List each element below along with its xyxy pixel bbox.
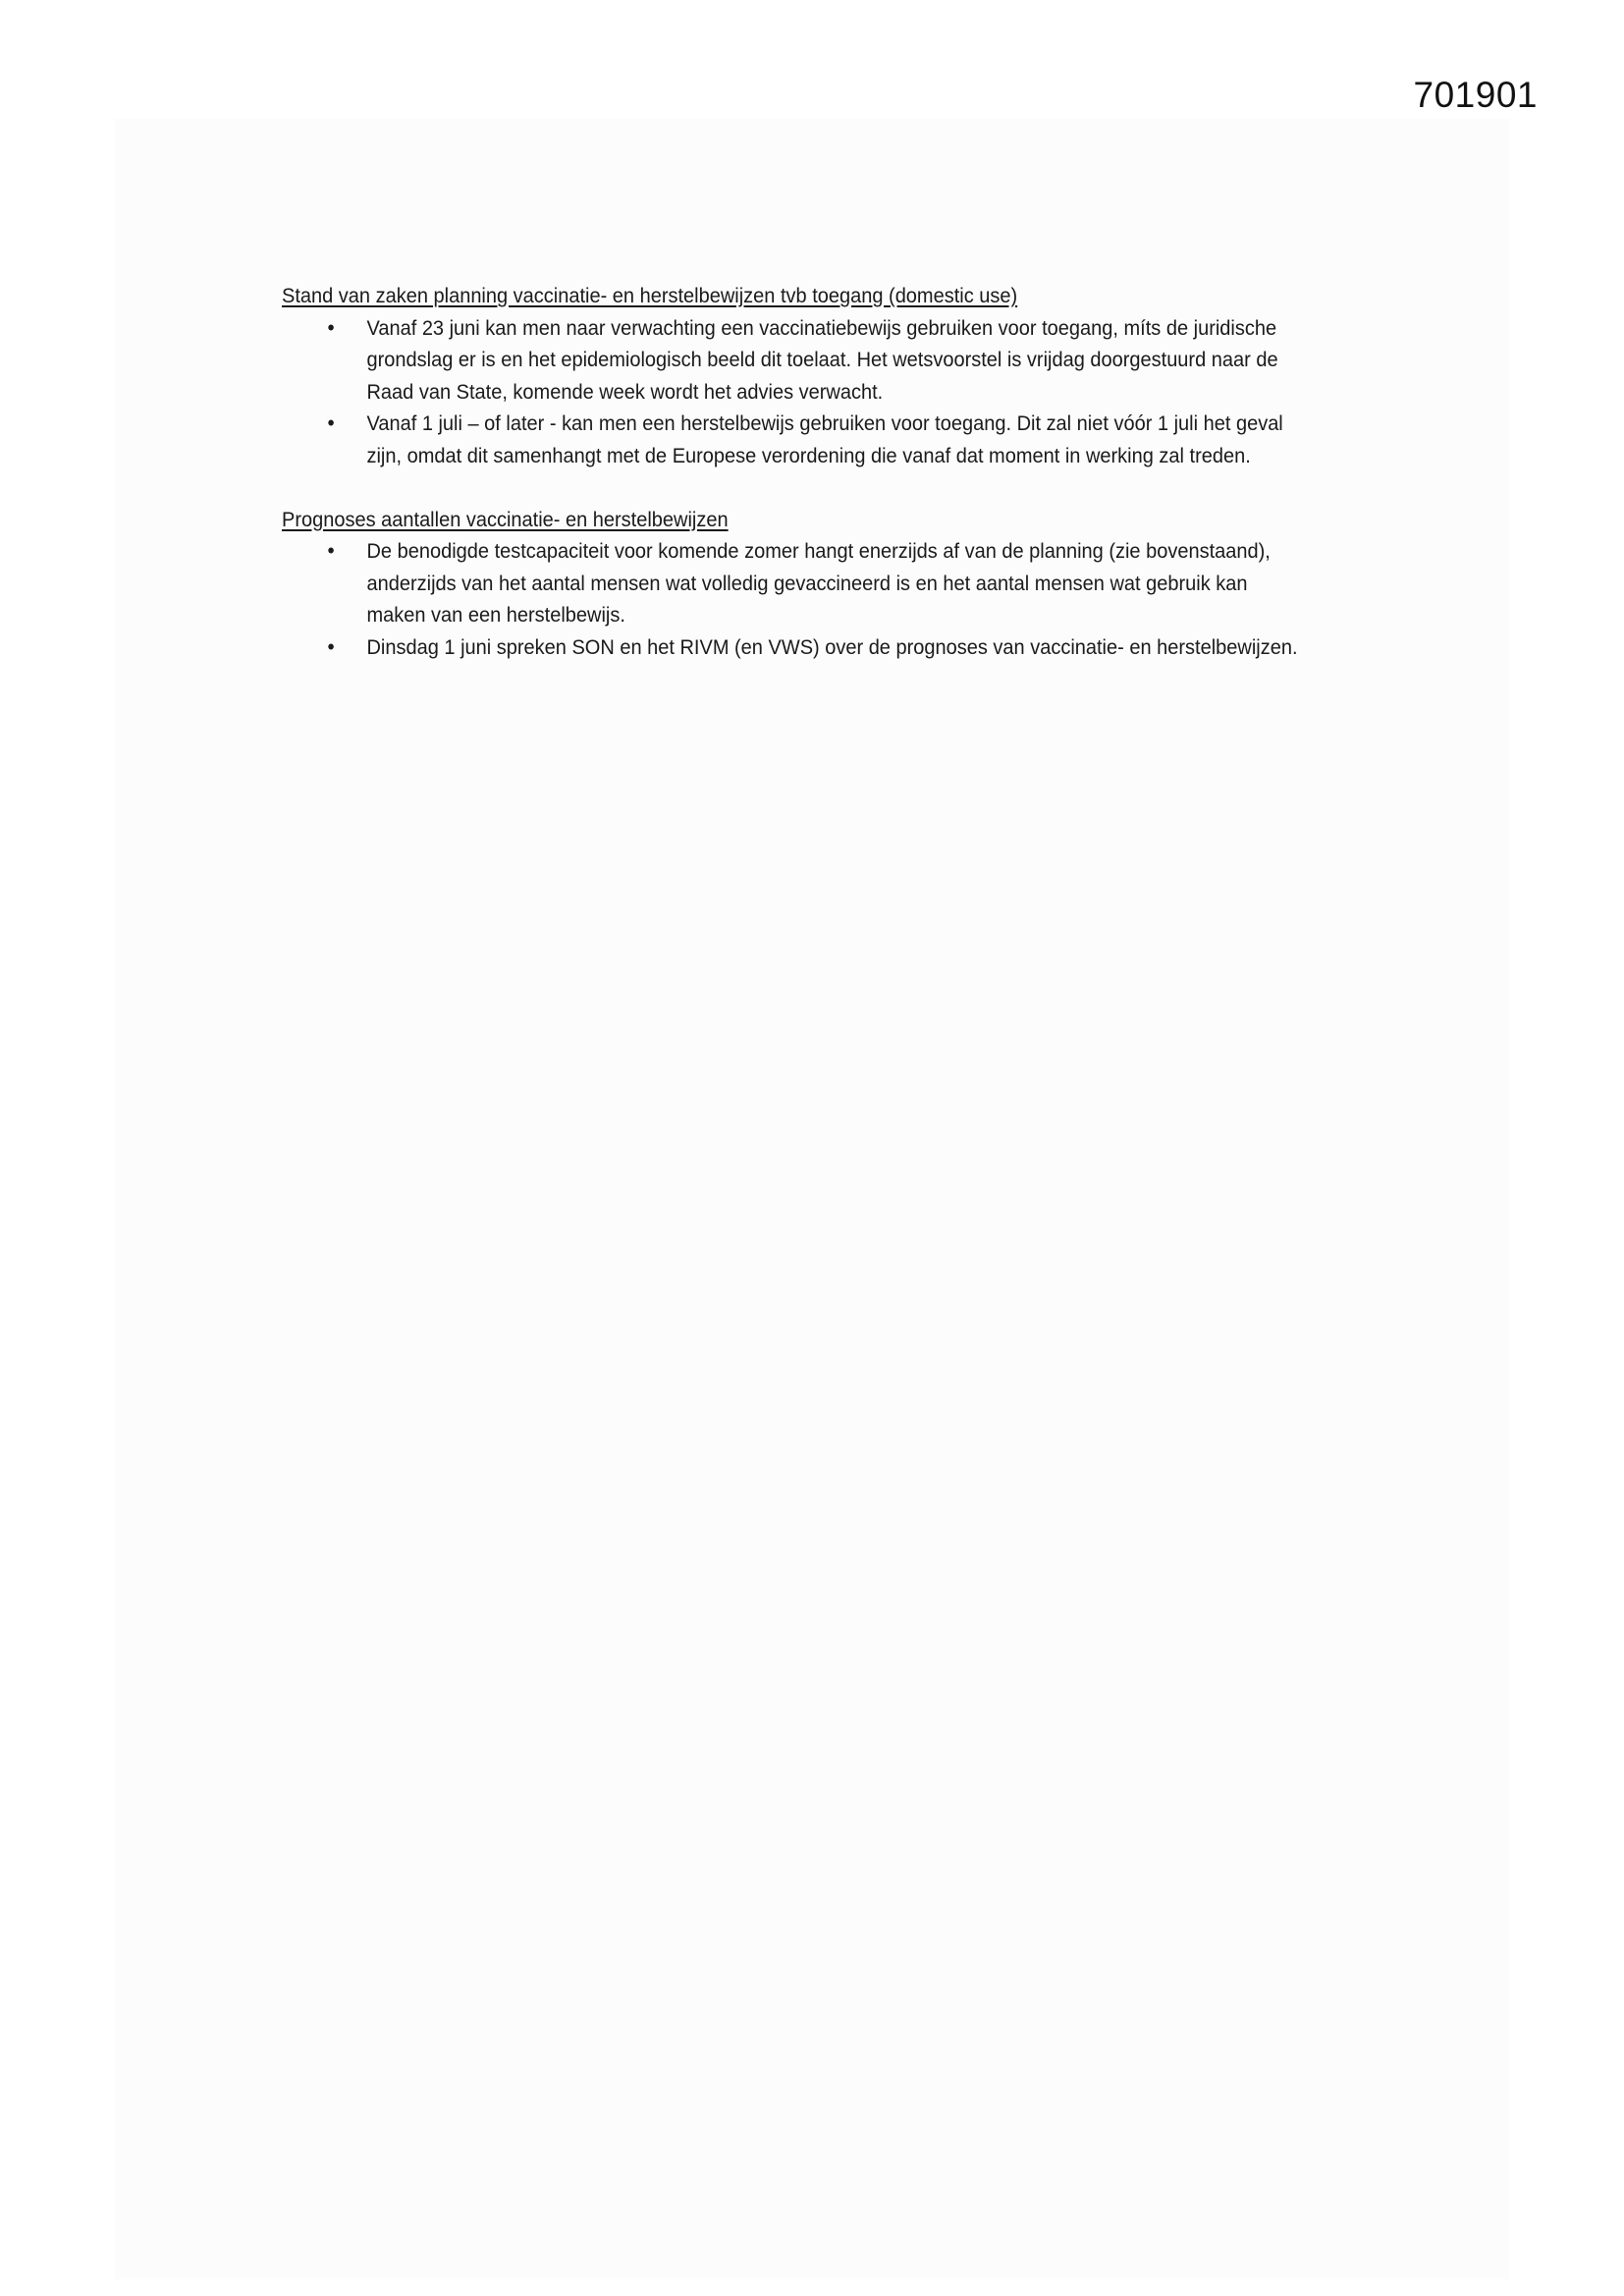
list-item-text: Dinsdag 1 juni spreken SON en het RIVM (en VWS) over de prognoses van vaccinatie- en herstelbewijzen. — [366, 634, 1298, 659]
document-body — [282, 280, 1305, 695]
list-item — [282, 408, 1305, 471]
section-heading: Prognoses aantallen vaccinatie- en herstelbewijzen — [282, 507, 729, 531]
bullet-icon: • — [327, 314, 335, 340]
section-heading: Stand van zaken planning vaccinatie- en herstelbewijzen tvb toegang (domestic use) — [282, 284, 1018, 307]
list-item — [282, 312, 1305, 409]
list-item-text: De benodigde testcapaciteit voor komende zomer hangt enerzijds af van de planning (zie bovenstaand), anderzijds van het aantal mensen wat volledig gevaccineerd is en het aantal mensen wat gebruik kan maken van een herstelbewijs. — [366, 539, 1271, 627]
bullet-list — [282, 312, 1305, 472]
bullet-icon: • — [327, 633, 335, 659]
list-item-text: Vanaf 1 juli – of later - kan men een herstelbewijs gebruiken voor toegang. Dit zal niet vóór 1 juli het geval zijn, omdat dit samenhangt met de Europese verordening die vanaf dat moment in werking zal treden. — [366, 411, 1283, 467]
bullet-list — [282, 535, 1305, 663]
bullet-icon: • — [327, 410, 335, 435]
bullet-icon: • — [327, 538, 335, 563]
document-number: 701901 — [1413, 75, 1538, 115]
list-item-text: Vanaf 23 juni kan men naar verwachting een vaccinatiebewijs gebruiken voor toegang, míts de juridische grondslag er is en het epidemiologisch beeld dit toelaat. Het wetsvoorstel is vrijdag doorgestuurd naar de Raad van State, komende week wordt het advies verwacht. — [366, 315, 1278, 404]
list-item — [282, 631, 1305, 664]
section-status-planning — [282, 280, 1305, 471]
list-item — [282, 535, 1305, 631]
section-prognoses — [282, 504, 1305, 664]
